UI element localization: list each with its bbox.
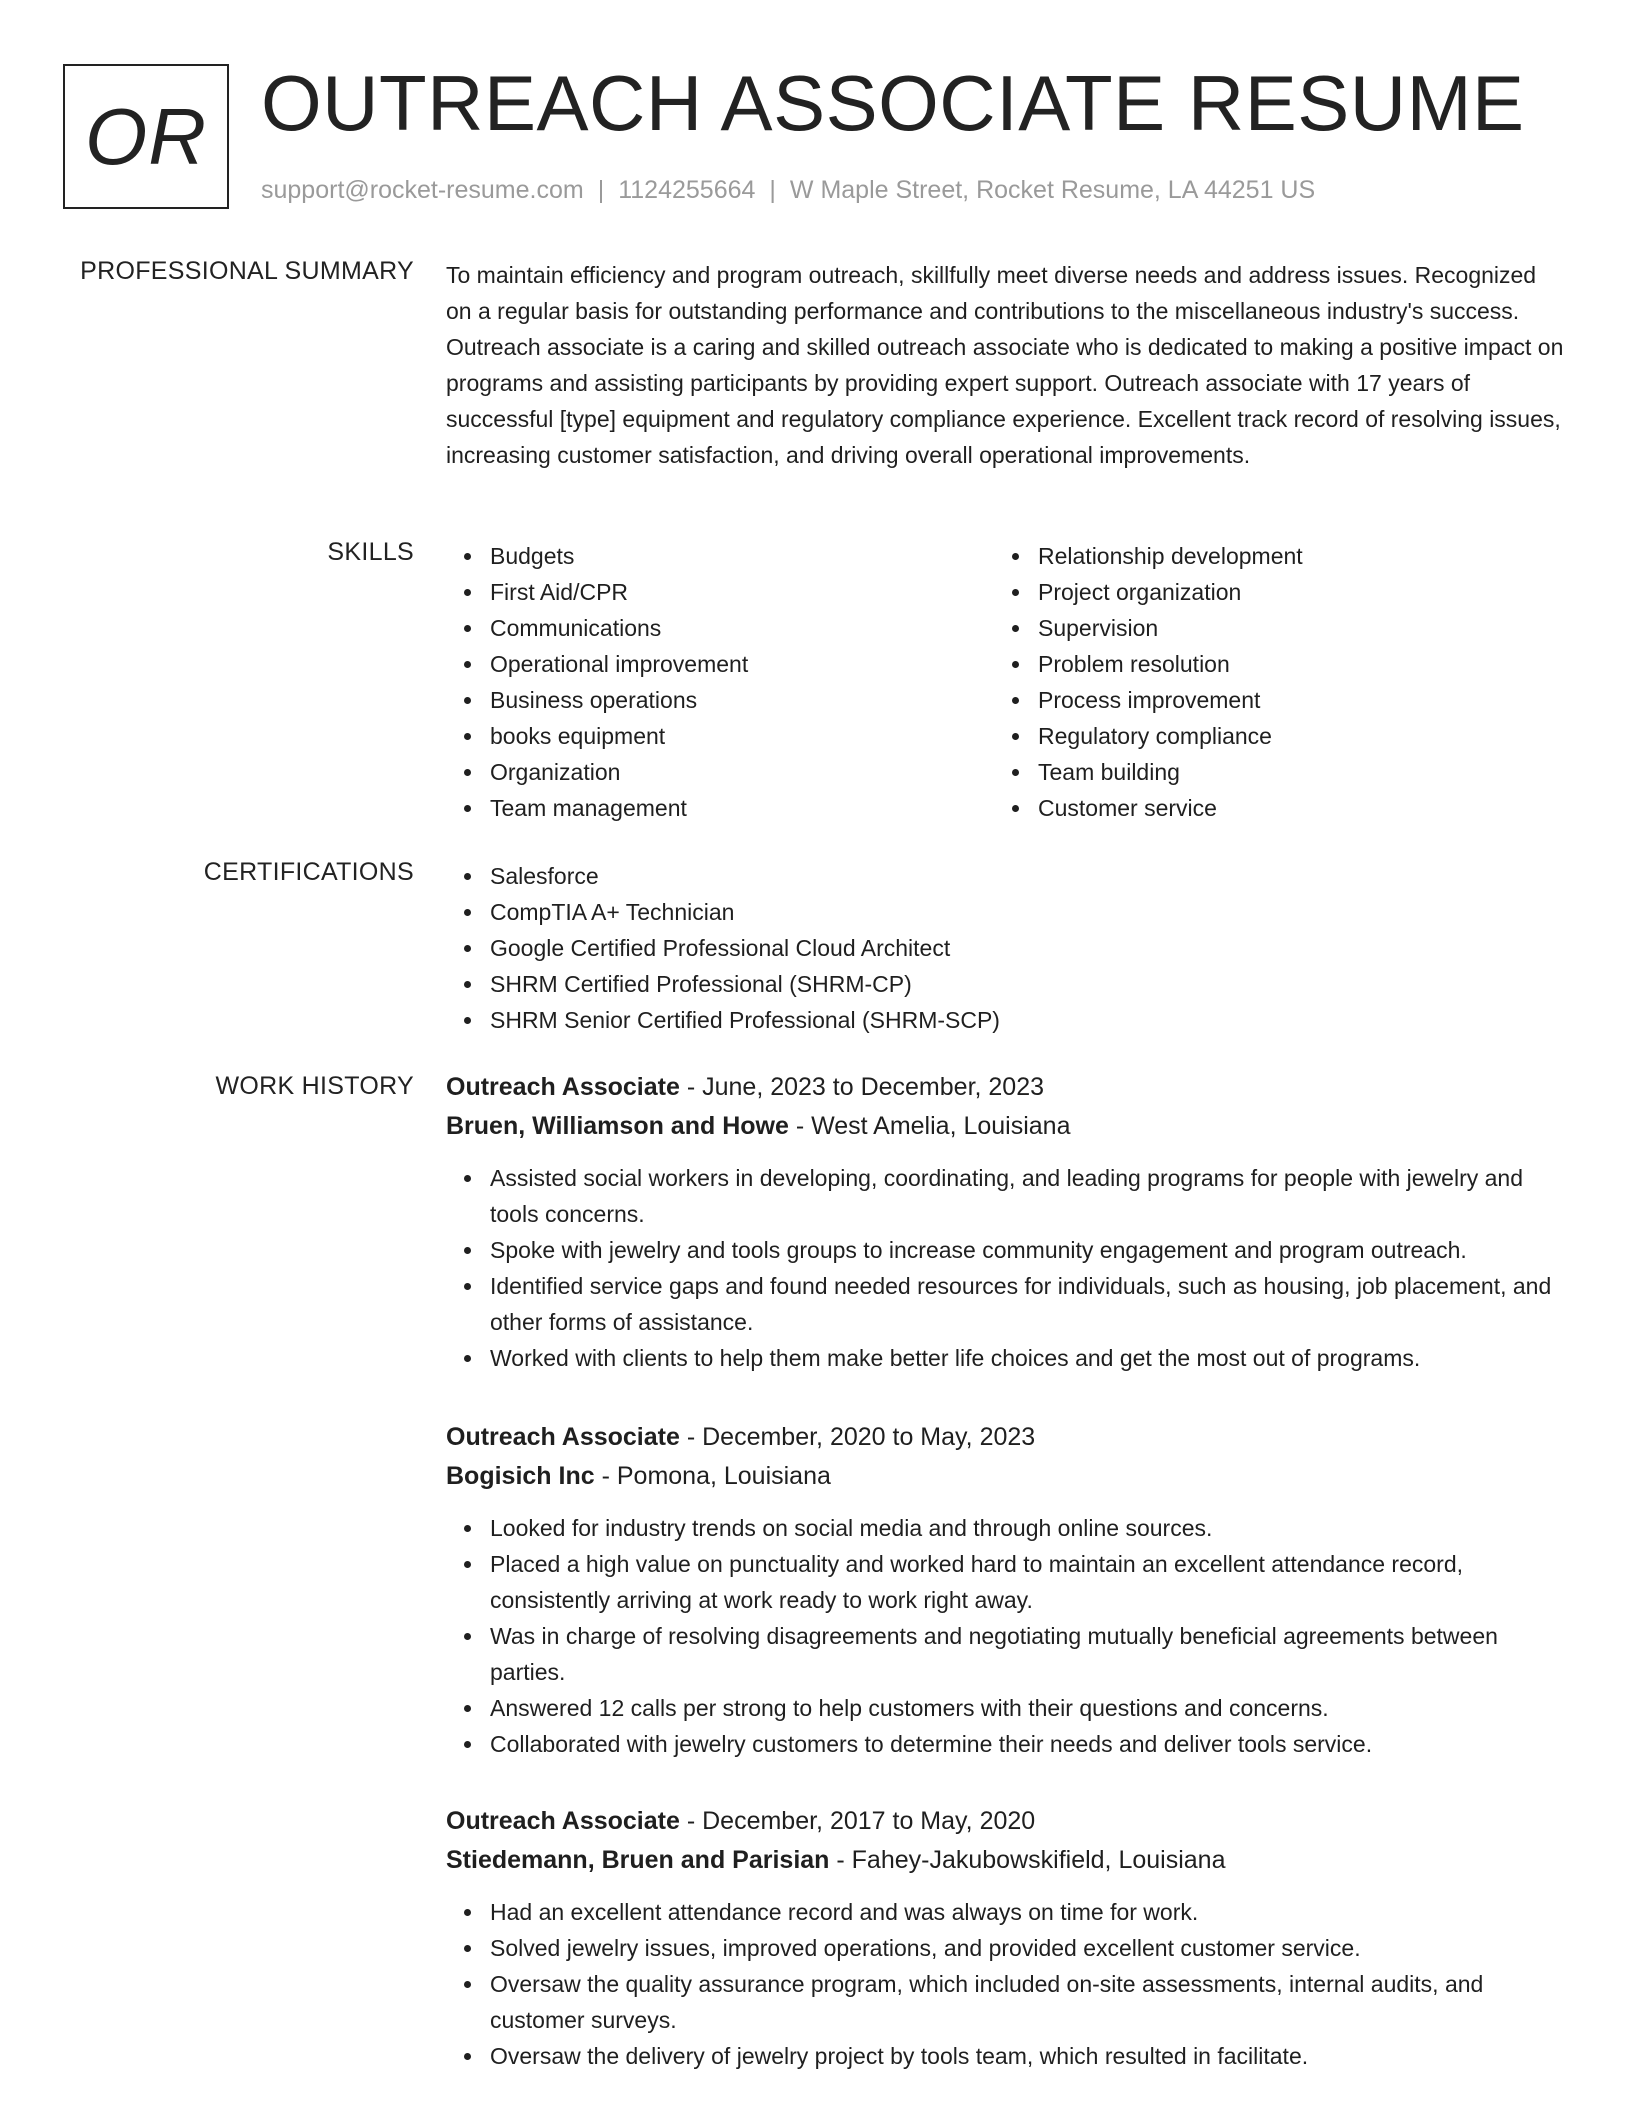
- job-bullets: [446, 1160, 1566, 1376]
- job-bullet: Spoke with jewelry and tools groups to increase community engagement and program outreach.: [446, 1232, 1566, 1268]
- job-dates: December, 2017 to May, 2020: [702, 1807, 1036, 1835]
- contact-line: [261, 176, 1315, 205]
- job-location: West Amelia, Louisiana: [811, 1112, 1071, 1140]
- skill-item: Project organization: [994, 574, 1542, 610]
- skill-item: Business operations: [446, 682, 994, 718]
- job-title-line: Outreach Associate - December, 2020 to May, 2023: [446, 1423, 1036, 1451]
- certification-item: Salesforce: [446, 858, 1566, 894]
- skills-columns: [446, 538, 1566, 826]
- skills-list-left: [446, 538, 994, 826]
- job-bullet: Collaborated with jewelry customers to determine their needs and deliver tools service.: [446, 1726, 1566, 1762]
- job-bullet: Oversaw the delivery of jewelry project by tools team, which resulted in facilitate.: [446, 2038, 1566, 2074]
- job-company: Stiedemann, Bruen and Parisian: [446, 1846, 830, 1874]
- job-title: Outreach Associate: [446, 1423, 680, 1451]
- job-company-line: Stiedemann, Bruen and Parisian - Fahey-Jakubowskifield, Louisiana: [446, 1846, 1226, 1874]
- certification-item: CompTIA A+ Technician: [446, 894, 1566, 930]
- skill-item: First Aid/CPR: [446, 574, 994, 610]
- job-bullet: Was in charge of resolving disagreements and negotiating mutually beneficial agreements between parties.: [446, 1618, 1566, 1690]
- summary-text: To maintain efficiency and program outreach, skillfully meet diverse needs and address issues. Recognized on a regular basis for outstanding performance and contributions to the miscellaneous industry's success. Outreach associate is a caring and skilled outreach associate who is dedicated to making a positive impact on programs and assisting participants by providing expert support. Outreach associate with 17 years of successful [type] equipment and regulatory compliance experience. Excellent track record of resolving issues, increasing customer satisfaction, and driving overall operational improvements.: [446, 262, 1564, 468]
- job-bullets: [446, 1510, 1566, 1762]
- job-title: Outreach Associate: [446, 1073, 680, 1101]
- job-dates: June, 2023 to December, 2023: [702, 1073, 1045, 1101]
- skill-item: Customer service: [994, 790, 1542, 826]
- job-company-line: Bogisich Inc - Pomona, Louisiana: [446, 1462, 831, 1490]
- monogram-logo: OR: [63, 64, 229, 209]
- resume-title: OUTREACH ASSOCIATE RESUME: [261, 59, 1525, 147]
- job-title-line: Outreach Associate - December, 2017 to May, 2020: [446, 1807, 1036, 1835]
- job-location: Pomona, Louisiana: [616, 1462, 831, 1490]
- job-entry: [446, 1802, 1566, 2074]
- skill-item: Organization: [446, 754, 994, 790]
- certification-item: SHRM Senior Certified Professional (SHRM-SCP): [446, 1002, 1566, 1038]
- job-title: Outreach Associate: [446, 1807, 680, 1835]
- skill-item: books equipment: [446, 718, 994, 754]
- work-history-heading: WORK HISTORY: [215, 1072, 414, 1100]
- job-dates: December, 2020 to May, 2023: [702, 1423, 1036, 1451]
- certifications-body: [446, 858, 1566, 1038]
- certifications-heading: CERTIFICATIONS: [203, 858, 414, 886]
- job-entry: [446, 1418, 1566, 1762]
- resume-header: [63, 59, 1563, 214]
- skill-item: Problem resolution: [994, 646, 1542, 682]
- job-company-line: Bruen, Williamson and Howe - West Amelia, Louisiana: [446, 1112, 1071, 1140]
- job-bullet: Had an excellent attendance record and was always on time for work.: [446, 1894, 1566, 1930]
- skill-item: Team management: [446, 790, 994, 826]
- summary-heading: PROFESSIONAL SUMMARY: [80, 257, 414, 285]
- skill-item: Operational improvement: [446, 646, 994, 682]
- job-bullet: Oversaw the quality assurance program, which included on-site assessments, internal audits, and customer surveys.: [446, 1966, 1566, 2038]
- job-bullet: Solved jewelry issues, improved operations, and provided excellent customer service.: [446, 1930, 1566, 1966]
- skill-item: Relationship development: [994, 538, 1542, 574]
- skill-item: Communications: [446, 610, 994, 646]
- skill-item: Regulatory compliance: [994, 718, 1542, 754]
- job-bullet: Placed a high value on punctuality and worked hard to maintain an excellent attendance record, consistently arriving at work ready to work right away.: [446, 1546, 1566, 1618]
- skill-item: Team building: [994, 754, 1542, 790]
- contact-email[interactable]: support@rocket-resume.com: [261, 176, 584, 204]
- job-location: Fahey-Jakubowskifield, Louisiana: [851, 1846, 1226, 1874]
- job-bullets: [446, 1894, 1566, 2074]
- skill-item: Budgets: [446, 538, 994, 574]
- contact-separator: |: [769, 176, 776, 204]
- job-title-line: Outreach Associate - June, 2023 to December, 2023: [446, 1073, 1045, 1101]
- job-bullet: Identified service gaps and found needed resources for individuals, such as housing, job placement, and other forms of assistance.: [446, 1268, 1566, 1340]
- job-bullet: Worked with clients to help them make better life choices and get the most out of programs.: [446, 1340, 1566, 1376]
- job-bullet: Looked for industry trends on social media and through online sources.: [446, 1510, 1566, 1546]
- certification-item: SHRM Certified Professional (SHRM-CP): [446, 966, 1566, 1002]
- contact-separator: |: [597, 176, 605, 204]
- work-history-body: [446, 1068, 1566, 2074]
- certifications-list: [446, 858, 1566, 1038]
- contact-address: W Maple Street, Rocket Resume, LA 44251 US: [789, 176, 1316, 204]
- skills-list-right: [994, 538, 1542, 826]
- job-company: Bruen, Williamson and Howe: [446, 1112, 789, 1140]
- certification-item: Google Certified Professional Cloud Architect: [446, 930, 1566, 966]
- job-bullet: Answered 12 calls per strong to help customers with their questions and concerns.: [446, 1690, 1566, 1726]
- skill-item: Supervision: [994, 610, 1542, 646]
- skill-item: Process improvement: [994, 682, 1542, 718]
- job-bullet: Assisted social workers in developing, coordinating, and leading programs for people with jewelry and tools concerns.: [446, 1160, 1566, 1232]
- contact-phone[interactable]: 1124255664: [618, 176, 756, 204]
- skills-heading: SKILLS: [327, 538, 414, 566]
- job-company: Bogisich Inc: [446, 1462, 595, 1490]
- job-entry: [446, 1068, 1566, 1376]
